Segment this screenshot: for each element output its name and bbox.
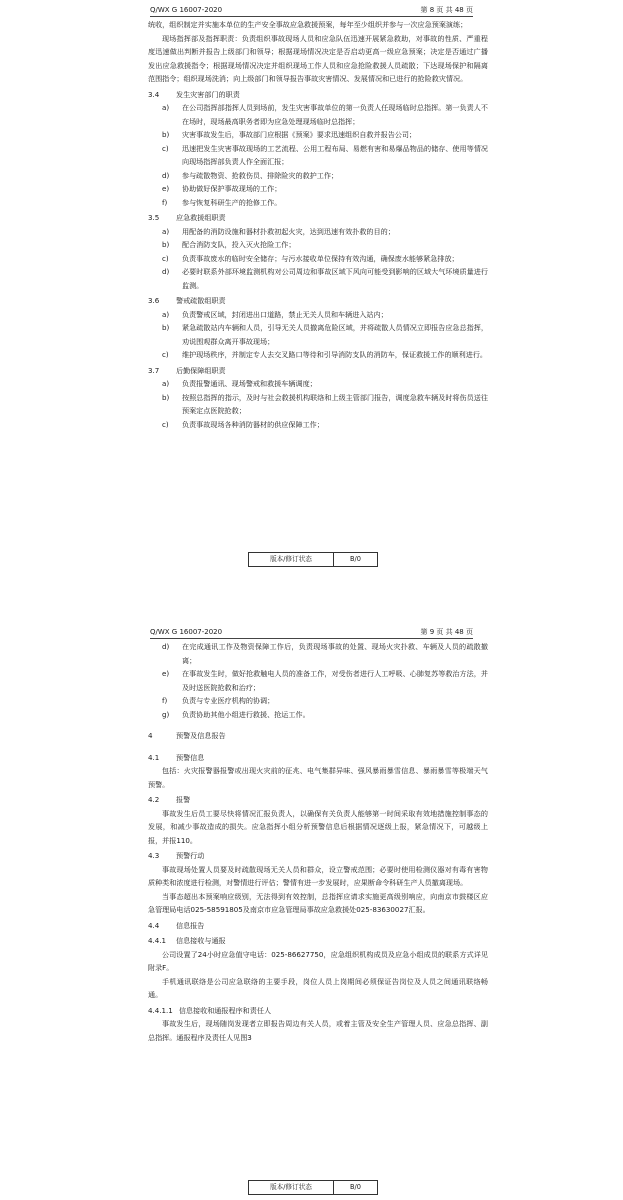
revision-value: B/0 xyxy=(350,555,361,563)
section-number: 4.4.1.1 xyxy=(148,1005,173,1015)
section-heading xyxy=(148,1004,488,1018)
list-marker: a) xyxy=(162,309,170,319)
revision-label: 版本/修订状态 xyxy=(249,1181,334,1194)
section-title: 应急救援组职责 xyxy=(176,213,226,222)
section-number: 3.5 xyxy=(148,213,160,222)
section-title: 信息接收和通报程序和责任人 xyxy=(178,1005,272,1015)
list-item xyxy=(148,708,488,722)
list-item xyxy=(148,169,488,183)
section-heading xyxy=(148,793,488,807)
revision-status-box xyxy=(248,1180,378,1195)
section-heading xyxy=(148,849,488,863)
section-heading xyxy=(148,294,488,308)
list-item-text: 在事故发生时，做好抢救触电人员的准备工作，对受伤者进行人工呼吸、心肺复苏等救治方法，并及时送医院抢救和治疗； xyxy=(182,669,488,692)
section-heading xyxy=(148,364,488,378)
paragraph: 事故发生后员工要尽快将情况汇报负责人，以确保有关负责人能够第一时间采取有效地措施控制事态的发展，和减少事故造成的损失。应急指挥小组分析预警信息后根据情况逐级上报，紧急情况下，可越级上报，并报110。 xyxy=(148,808,488,845)
list-marker: b) xyxy=(162,323,170,332)
page-header xyxy=(150,4,473,17)
list-item xyxy=(148,348,488,362)
list-item xyxy=(148,640,488,667)
section-number: 4.3 xyxy=(148,851,160,860)
section-title: 预警行动 xyxy=(176,851,205,860)
page-number: 第 9 页 共 48 页 xyxy=(420,628,473,636)
page-number: 第 8 页 共 48 页 xyxy=(420,6,473,14)
page-body xyxy=(148,640,488,1044)
list-item xyxy=(148,667,488,694)
section-number: 4.1 xyxy=(148,752,160,762)
list-marker: e) xyxy=(162,184,170,193)
list-marker: d) xyxy=(162,267,170,276)
list-marker: c) xyxy=(162,350,169,359)
paragraph: 包括：火灾报警器报警或出现火灾前的征兆、电气集群异味、强风暴雨暴雪信息、暴雨暴雪等极端天气预警。 xyxy=(148,766,488,789)
list-item-text: 按照总指挥的指示，及时与社会救援机构联络和上级主管部门报告，调度急救车辆及时将伤员送往预案定点医院抢救； xyxy=(182,392,488,415)
list-item xyxy=(148,418,488,432)
paragraph: 当事态超出本预案响应级别，无法得到有效控制，总指挥应请求实施更高级别响应，向南京市鼓楼区应急管理局电话025-58591805及南京市应急管理局事故应急救援处025-83630027汇报。 xyxy=(148,891,488,914)
list-item-text: 必要时联系外部环境监测机构对公司周边和事故区域下风向可能受到影响的区域大气环境质量进行监测。 xyxy=(182,267,488,290)
spacer xyxy=(148,743,488,749)
list-item xyxy=(148,308,488,322)
paragraph: 手机通讯联络是公司应急联络的主要手段，岗位人员上岗期间必须保证告岗位及人员之间通讯联络畅通。 xyxy=(148,976,488,999)
section-title: 报警 xyxy=(176,795,191,804)
list-item-text: 负责事故废水的临时安全储存；与污水接收单位保持有效沟通，确保废水能够紧急排放； xyxy=(182,253,459,263)
list-item-text: 负责事故现场各种消防器材的供应保障工作； xyxy=(182,419,324,429)
list-item-text: 在完成通讯工作及物资保障工作后，负责现场事故的处置、现场火灾扑救、车辆及人员的疏散撤离； xyxy=(182,642,488,665)
list-item xyxy=(148,142,488,169)
paragraph: 事故现场处置人员要及时疏散现场无关人员和群众，设立警戒范围；必要时使用检测仪器对有毒有害物质种类和浓度进行检测，对警情进行评估；警情有进一步发展时，应果断命令科研生产人员撤离现场。 xyxy=(148,864,488,887)
list-item-text: 维护现场秩序，并制定专人去交叉路口等待和引导消防支队的消防车，保证救援工作的顺利进行。 xyxy=(182,350,488,359)
section-heading xyxy=(148,919,488,933)
list-item xyxy=(148,182,488,196)
list-item xyxy=(148,196,488,210)
list-item xyxy=(148,238,488,252)
list-marker: b) xyxy=(162,240,170,249)
list-item xyxy=(148,694,488,708)
document-page-8 xyxy=(0,0,623,585)
section-title: 预警及信息报告 xyxy=(176,731,226,740)
revision-value: B/0 xyxy=(350,1183,361,1191)
list-item xyxy=(148,225,488,239)
list-item-text: 在公司指挥部指挥人员到场前，发生灾害事故单位的第一负责人任现场临时总指挥。第一负责人不在场时，现场最高职务者即为应急处理现场临时总指挥； xyxy=(182,103,488,126)
list-item-text: 参与恢复科研生产的抢修工作。 xyxy=(182,197,282,207)
list-marker: b) xyxy=(162,130,170,139)
list-item xyxy=(148,101,488,128)
list-item-text: 参与疏散物资、抢救伤员、排除险灾的救护工作； xyxy=(182,170,339,180)
list-item xyxy=(148,391,488,418)
section-title: 发生灾害部门的职责 xyxy=(176,89,240,99)
list-marker: c) xyxy=(162,143,169,153)
section-title: 信息报告 xyxy=(176,920,205,930)
list-marker: e) xyxy=(162,669,170,678)
list-item-text: 用配备的消防设施和器材扑救初起火灾，达到迅速有效扑救的目的； xyxy=(182,226,395,236)
list-item xyxy=(148,321,488,348)
page-header xyxy=(150,626,473,639)
revision-label: 版本/修订状态 xyxy=(249,553,334,566)
list-item-text: 配合消防支队，投入灭火抢险工作； xyxy=(182,240,296,249)
section-number: 4.2 xyxy=(148,795,160,804)
list-marker: c) xyxy=(162,419,169,429)
paragraph: 事故发生后，现场随岗发现者立即报告周边有关人员，或着主管及安全生产管理人员、应急总指挥、副总指挥。通报程序及责任人见图3 xyxy=(148,1019,488,1042)
spacer xyxy=(148,721,488,727)
list-item-text: 迅速把发生灾害事故现场的工艺流程、公用工程布局、易燃有害和易爆品物品的储存、使用等情况向现场指挥部负责人作全面汇报； xyxy=(182,143,488,166)
list-marker: b) xyxy=(162,392,170,402)
section-number: 3.6 xyxy=(148,296,160,305)
list-item-text: 负责与专业医疗机构的协调； xyxy=(182,696,275,705)
section-heading xyxy=(148,729,488,743)
section-heading xyxy=(148,751,488,765)
section-number: 4.4.1 xyxy=(148,936,167,945)
section-number: 3.4 xyxy=(148,89,160,99)
list-item-text: 灾害事故发生后，事故部门应根据《预案》要求迅速组织自救并报告公司； xyxy=(182,130,417,139)
section-heading xyxy=(148,88,488,102)
section-title: 信息接收与通报 xyxy=(176,936,226,945)
list-marker: g) xyxy=(162,709,170,719)
page-body xyxy=(148,18,488,431)
list-marker: f) xyxy=(162,696,168,705)
list-item-text: 协助做好保护事故现场的工作； xyxy=(182,184,282,193)
section-number: 4.4 xyxy=(148,920,160,930)
list-item-text: 负责协助其他小组进行救援、抢运工作。 xyxy=(182,709,310,719)
list-marker: a) xyxy=(162,226,170,236)
list-marker: f) xyxy=(162,197,168,207)
section-title: 警戒疏散组职责 xyxy=(176,296,226,305)
revision-status-box xyxy=(248,552,378,567)
document-page-9 xyxy=(0,622,623,1200)
list-item xyxy=(148,252,488,266)
list-item-text: 负责警戒区域，封闭进出口道路，禁止无关人员和车辆进入站内； xyxy=(182,309,388,319)
standard-code: Q/WX G 16007-2020 xyxy=(150,6,223,14)
section-heading xyxy=(148,934,488,948)
standard-code: Q/WX G 16007-2020 xyxy=(150,628,223,636)
list-item xyxy=(148,128,488,142)
list-marker: a) xyxy=(162,379,170,388)
section-title: 后勤保障组职责 xyxy=(176,365,226,375)
section-heading xyxy=(148,211,488,225)
list-marker: c) xyxy=(162,253,169,263)
list-item xyxy=(148,265,488,292)
section-title: 预警信息 xyxy=(176,752,205,762)
list-marker: d) xyxy=(162,642,170,651)
paragraph: 公司设置了24小时应急值守电话：025-86627750，应急组织机构成员及应急小组成员的联系方式详见附录F。 xyxy=(148,949,488,972)
list-item xyxy=(148,377,488,391)
section-number: 4 xyxy=(148,731,153,740)
list-item-text: 紧急疏散站内车辆和人员，引导无关人员撤离危险区域，并将疏散人员情况立即报告应急总指挥，劝说围观群众离开事故现场； xyxy=(182,323,488,346)
list-item-text: 负责报警通讯、现场警戒和救援车辆调度； xyxy=(182,379,317,388)
section-number: 3.7 xyxy=(148,365,160,375)
paragraph: 统收，组织制定并实施本单位的生产安全事故应急救援预案，每年至少组织并参与一次应急预案演练； xyxy=(148,20,468,29)
paragraph: 现场指挥部及指挥职责：负责组织事故现场人员和应急队伍迅速开展紧急救助，对事故的性质、严重程度迅速做出判断并报告上级部门和领导；根据现场情况决定是否启动更高一级应急预案；决定是否通过广播发出应急救援指令；根据现场情况决定并组织现场工作人员和应急抢险救援人员疏散；下达现场保护和隔离范围指令；组织现场洗消；向上级部门和领导报告事故灾害情况、发展情况和已进行的抢险救灾情况。 xyxy=(148,33,488,83)
list-marker: d) xyxy=(162,170,170,180)
list-marker: a) xyxy=(162,103,170,112)
